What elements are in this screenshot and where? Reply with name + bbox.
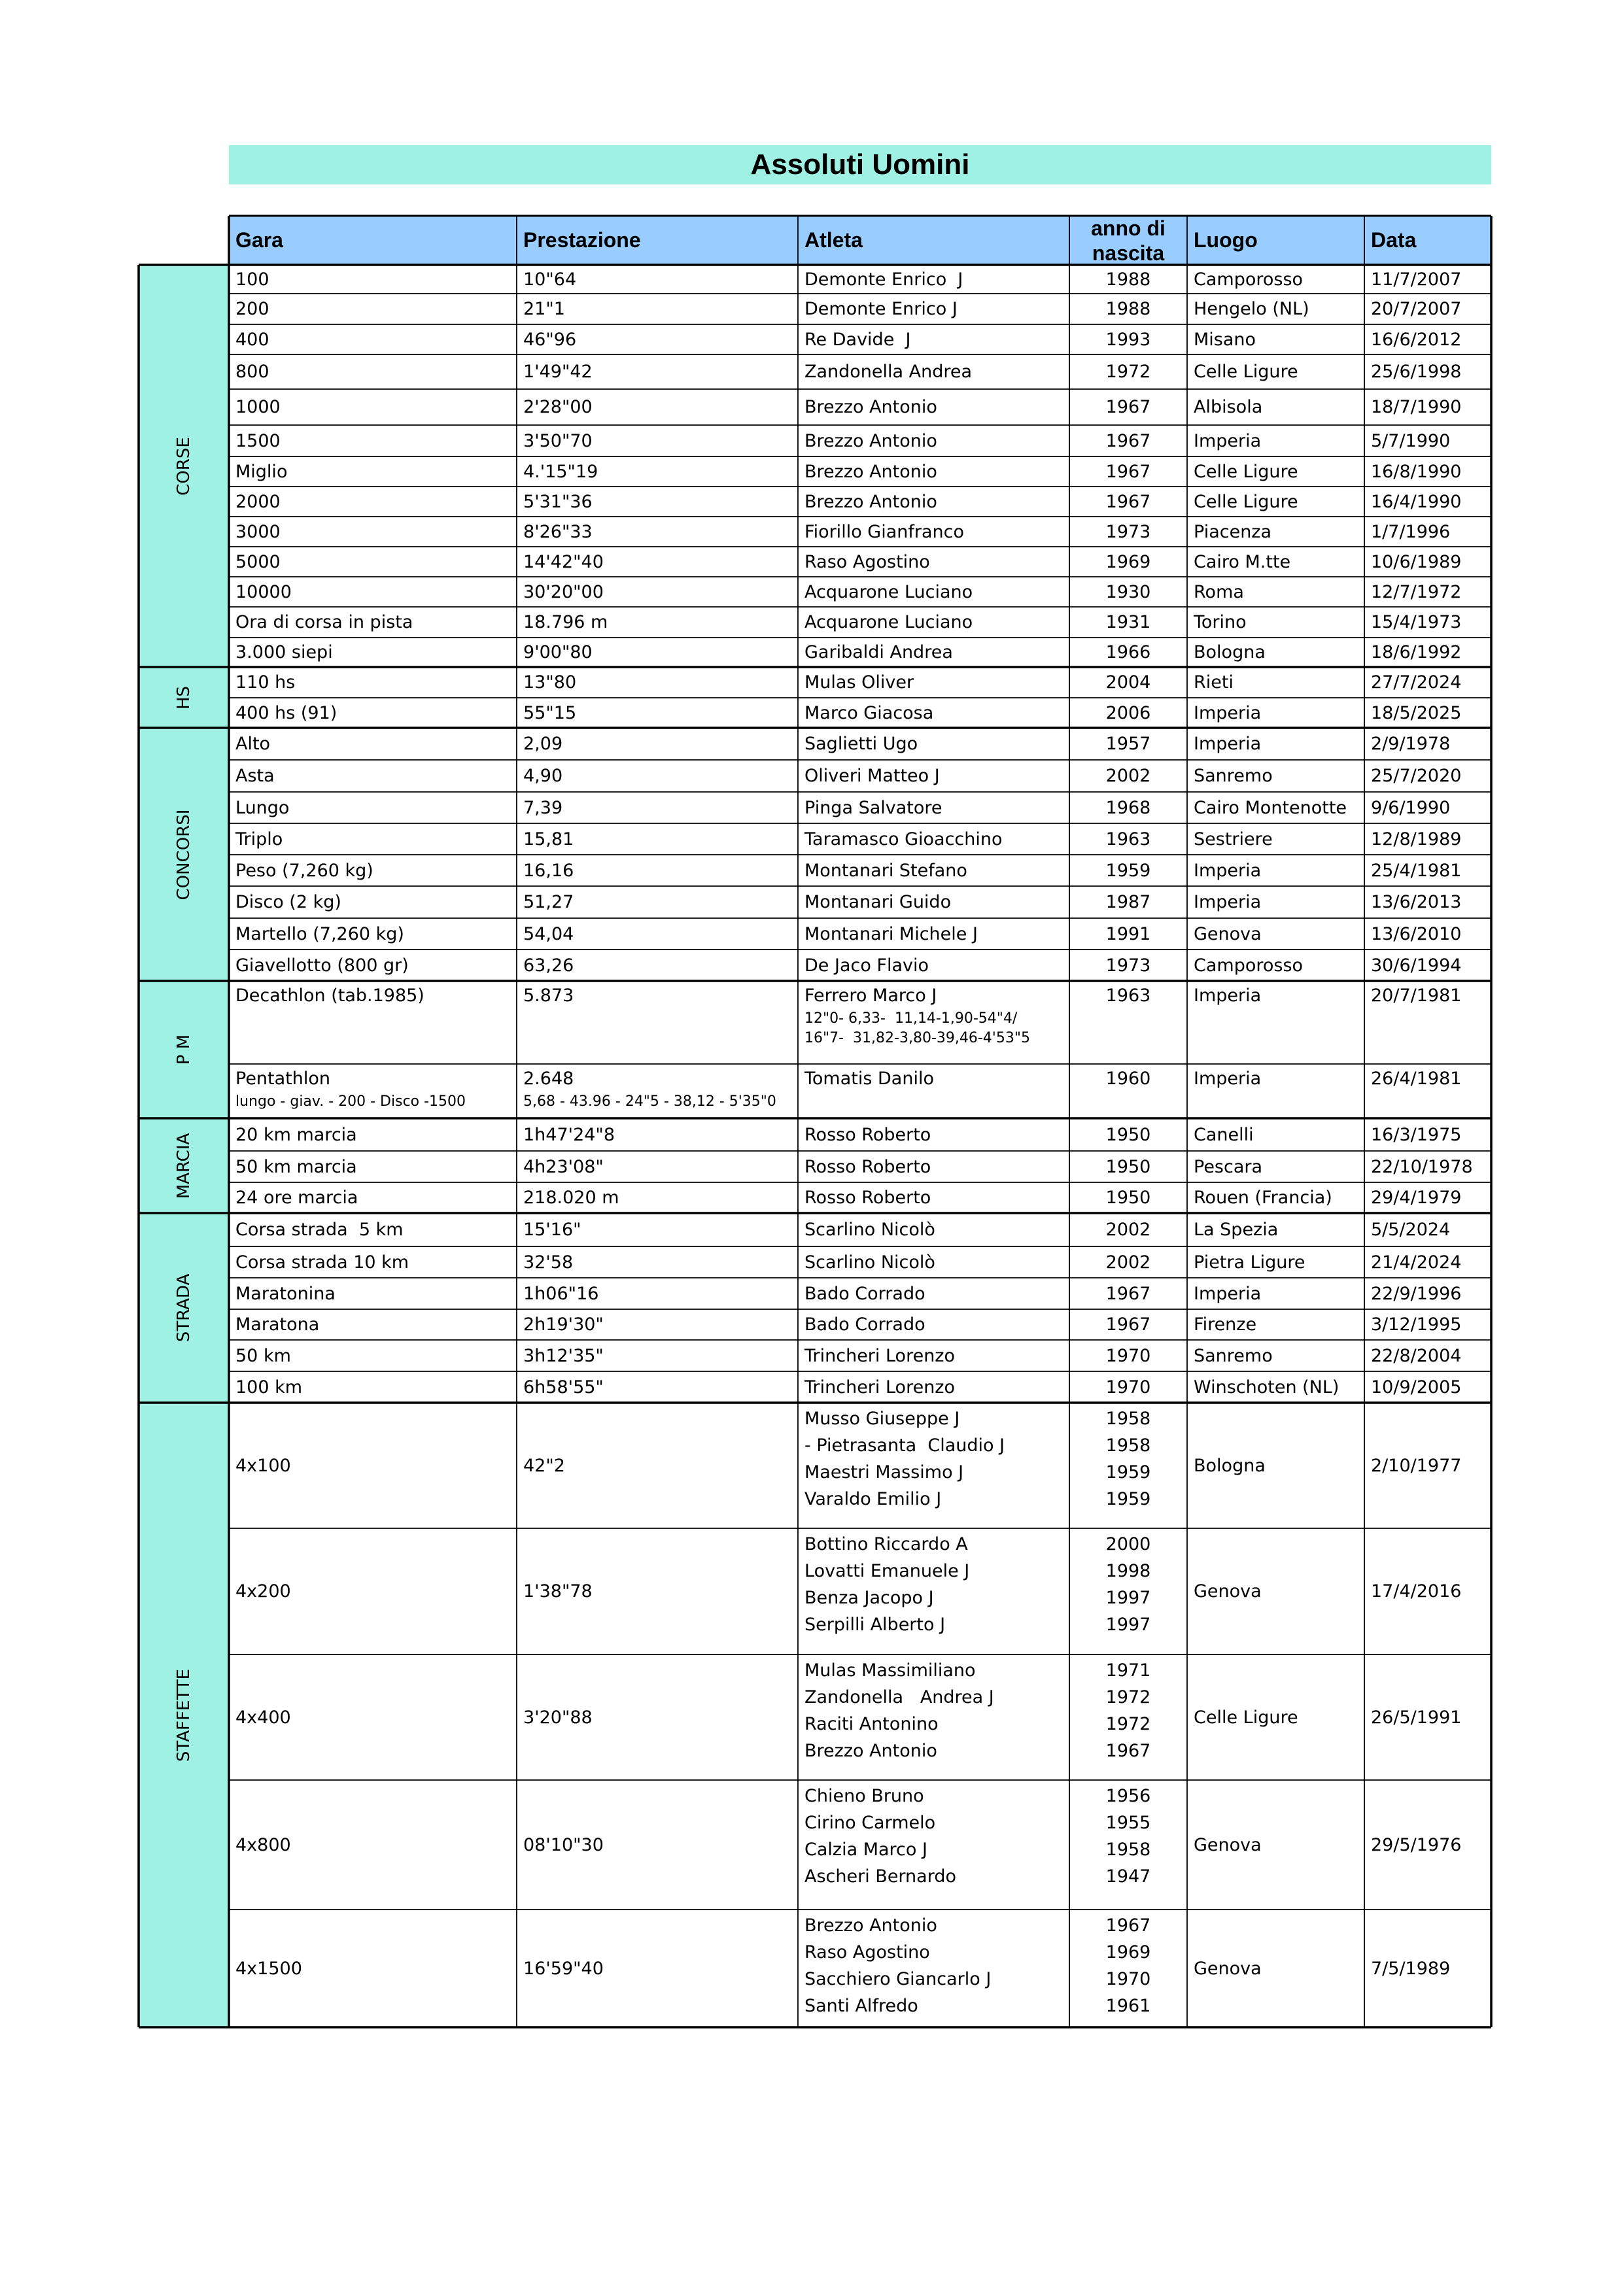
cell-anno: 1987 [1105,892,1151,912]
cell-data: 21/4/2024 [1371,1252,1462,1273]
cell-line: Mulas Massimiliano [804,1660,976,1681]
cell-atleta: Bado Corrado [804,1314,925,1335]
cell-anno: 2002 [1105,1220,1151,1240]
cell-data: 10/6/1989 [1371,551,1462,572]
cell-data: 29/4/1979 [1371,1188,1462,1208]
cell-line: Bottino Riccardo A [804,1534,968,1554]
cell-atleta: Brezzo Antonio [804,430,937,451]
category-label: STAFFETTE [174,1668,194,1762]
cell-line: Brezzo Antonio [804,1915,937,1936]
cell-atleta: Acquarone Luciano [804,581,973,602]
cell-atleta: Taramasco Gioacchino [804,829,1003,849]
cell-atleta: Re Davide J [804,329,911,350]
cell-line: Zandonella Andrea J [804,1687,994,1707]
cell-luogo: Hengelo (NL) [1194,299,1309,319]
cell-anno: 1950 [1105,1156,1151,1177]
cell-prestazione: 2h19'30" [523,1314,604,1335]
cell-gara: 200 [235,299,269,319]
category-label: HS [174,685,194,710]
cell-gara: 10000 [235,581,292,602]
cell-atleta: Acquarone Luciano [804,612,973,632]
cell-atleta: Bado Corrado [804,1283,925,1304]
cell-luogo: Celle Ligure [1194,491,1298,512]
cell-atleta: De Jaco Flavio [804,955,929,976]
cell-gara: 2000 [235,491,281,512]
cell-gara: Alto [235,734,271,754]
cell-gara: 3000 [235,521,281,542]
cell-atleta: Brezzo Antonio [804,491,937,512]
cell-line: 1956 [1105,1786,1151,1806]
cell-prestazione: 4h23'08" [523,1156,604,1177]
cell-data: 29/5/1976 [1371,1834,1462,1855]
cell-luogo: Albisola [1194,397,1263,417]
cell-data: 15/4/1973 [1371,612,1462,632]
cell-anno: 1993 [1105,329,1151,350]
cell-gara: 100 [235,269,269,290]
cell-luogo: Cairo M.tte [1194,551,1291,572]
cell-line: 1997 [1105,1588,1151,1608]
cell-anno: 2002 [1105,1252,1151,1273]
cell-line: 1961 [1105,1996,1151,2016]
cell-data: 18/5/2025 [1371,702,1462,723]
cell-gara: Martello (7,260 kg) [235,923,404,944]
cell-gara: Triplo [235,829,283,849]
cell-atleta: Zandonella Andrea [804,362,973,382]
cell-anno: 2002 [1105,766,1151,786]
cell-atleta: Fiorillo Gianfranco [804,521,965,542]
cell-anno: 1931 [1105,612,1151,632]
cell-line: 1958 [1105,1409,1151,1429]
cell-gara: Disco (2 kg) [235,892,341,912]
cell-gara: 110 hs [235,672,296,693]
header-prestazione: Prestazione [517,216,798,265]
cell-prestazione: 9'00"80 [523,642,593,662]
cell-anno: 1963 [1105,829,1151,849]
cell-line: 1947 [1105,1866,1151,1887]
cell-gara: Miglio [235,461,288,482]
cell-prestazione: 46"96 [523,329,577,350]
cell-line: 1958 [1105,1840,1151,1860]
cell-line: 1997 [1105,1615,1151,1635]
cell-luogo: Imperia [1194,430,1262,451]
cell-luogo: Winschoten (NL) [1194,1377,1339,1397]
cell-data: 27/7/2024 [1371,672,1462,693]
cell-prestazione: 3'50"70 [523,430,593,451]
cell-line: Serpilli Alberto J [804,1615,946,1635]
cell-luogo: Bologna [1194,1455,1266,1476]
cell-prestazione: 1'49"42 [523,362,593,382]
category-label: STRADA [174,1273,194,1343]
cell-data: 17/4/2016 [1371,1581,1462,1602]
cell-anno: 1968 [1105,797,1151,818]
cell-anno: 1973 [1105,521,1151,542]
header-data: Data [1364,216,1491,265]
cell-atleta: Saglietti Ugo [804,734,918,754]
cell-atleta: Raso Agostino [804,551,930,572]
cell-gara: 400 [235,329,269,350]
category-label: MARCIA [174,1133,194,1199]
cell-line: Ascheri Bernardo [804,1866,956,1887]
cell-main: Pentathlon [235,1069,331,1089]
cell-gara: 4x400 [235,1707,291,1728]
cell-luogo: Imperia [1194,702,1262,723]
cell-line: Maestri Massimo J [804,1462,964,1482]
cell-luogo: Sanremo [1194,766,1273,786]
cell-data: 5/7/1990 [1371,430,1451,451]
cell-line: 1967 [1105,1741,1151,1761]
cell-prestazione: 16,16 [523,860,574,881]
cell-gara: 24 ore marcia [235,1188,358,1208]
cell-data: 5/5/2024 [1371,1220,1451,1240]
cell-atleta: Brezzo Antonio [804,397,937,417]
cell-line: 1998 [1105,1561,1151,1581]
cell-anno: 1957 [1105,734,1151,754]
cell-prestazione: 30'20"00 [523,581,604,602]
cell-line: 1955 [1105,1813,1151,1833]
cell-atleta: Demonte Enrico J [804,269,963,290]
cell-luogo: Imperia [1194,1283,1262,1304]
cell-prestazione: 15,81 [523,829,574,849]
cell-data: 7/5/1989 [1371,1958,1451,1979]
cell-gara: Giavellotto (800 gr) [235,955,409,976]
cell-prestazione: 14'42"40 [523,551,604,572]
cell-anno: 1967 [1105,430,1151,451]
cell-main: Tomatis Danilo [804,1069,934,1089]
cell-anno: 2006 [1105,702,1151,723]
cell-line: Calzia Marco J [804,1840,927,1860]
cell-atleta: Rosso Roberto [804,1124,931,1145]
cell-luogo: Genova [1194,1834,1262,1855]
cell-data: 26/5/1991 [1371,1707,1462,1728]
cell-main: 20/7/1981 [1371,985,1462,1006]
cell-prestazione: 42"2 [523,1455,565,1476]
cell-anno: 1988 [1105,299,1151,319]
cell-line: 1971 [1105,1660,1151,1681]
cell-anno: 1970 [1105,1345,1151,1366]
cell-anno: 1930 [1105,581,1151,602]
cell-data: 2/10/1977 [1371,1455,1462,1476]
cell-anno: 1967 [1105,491,1151,512]
cell-data: 12/8/1989 [1371,829,1462,849]
cell-atleta: Oliveri Matteo J [804,766,940,786]
cell-data: 12/7/1972 [1371,581,1462,602]
cell-luogo: Imperia [1194,860,1262,881]
cell-main: Imperia [1194,985,1262,1006]
category-label: CONCORSI [174,809,194,900]
cell-main: 1963 [1105,985,1151,1006]
cell-anno: 1991 [1105,923,1151,944]
cell-line: Musso Giuseppe J [804,1409,960,1429]
cell-gara: 4x100 [235,1455,291,1476]
cell-data: 10/9/2005 [1371,1377,1462,1397]
cell-atleta: Montanari Michele J [804,923,978,944]
cell-prestazione: 13"80 [523,672,577,693]
cell-main: Decathlon (tab.1985) [235,985,424,1006]
cell-data: 16/6/2012 [1371,329,1462,350]
cell-luogo: Canelli [1194,1124,1254,1145]
cell-data: 1/7/1996 [1371,521,1451,542]
cell-prestazione: 51,27 [523,892,574,912]
cell-gara: 400 hs (91) [235,702,337,723]
cell-main: 5.873 [523,985,574,1006]
cell-luogo: Genova [1194,1581,1262,1602]
cell-prestazione: 2'28"00 [523,397,593,417]
cell-prestazione: 6h58'55" [523,1377,604,1397]
cell-anno: 1967 [1105,1283,1151,1304]
cell-data: 25/6/1998 [1371,362,1462,382]
cell-line: Chieno Bruno [804,1786,924,1806]
cell-data: 18/6/1992 [1371,642,1462,662]
cell-luogo: Firenze [1194,1314,1257,1335]
cell-gara: Ora di corsa in pista [235,612,413,632]
cell-note: 5,68 - 43.96 - 24"5 - 38,12 - 5'35"0 [523,1093,776,1110]
cell-gara: 20 km marcia [235,1124,357,1145]
cell-gara: Maratonina [235,1283,336,1304]
cell-line: Benza Jacopo J [804,1588,934,1608]
cell-line: Lovatti Emanuele J [804,1561,970,1581]
cell-luogo: Rouen (Francia) [1194,1188,1332,1208]
cell-atleta: Scarlino Nicolò [804,1220,935,1240]
cell-prestazione: 8'26"33 [523,521,593,542]
cell-line: Santi Alfredo [804,1996,918,2016]
cell-prestazione: 4.'15"19 [523,461,598,482]
cell-luogo: Torino [1194,612,1247,632]
cell-gara: 800 [235,362,269,382]
cell-prestazione: 54,04 [523,923,574,944]
cell-line: 1969 [1105,1942,1151,1962]
header-atleta: Atleta [798,216,1069,265]
cell-atleta: Rosso Roberto [804,1188,931,1208]
cell-main: Imperia [1194,1069,1262,1089]
cell-gara: 50 km [235,1345,291,1366]
category-label: P M [174,1034,194,1065]
cell-gara: 100 km [235,1377,303,1397]
cell-prestazione: 08'10"30 [523,1834,604,1855]
cell-data: 20/7/2007 [1371,299,1462,319]
cell-data: 25/4/1981 [1371,860,1462,881]
cell-line: Brezzo Antonio [804,1741,937,1761]
cell-luogo: Imperia [1194,734,1262,754]
cell-anno: 1959 [1105,860,1151,881]
cell-luogo: Piacenza [1194,521,1272,542]
cell-data: 22/9/1996 [1371,1283,1462,1304]
cell-anno: 1966 [1105,642,1151,662]
cell-line: 1959 [1105,1489,1151,1509]
cell-note: 12"0- 6,33- 11,14-1,90-54"4/ 16"7- 31,82-3,80-39,46-4'53"5 [804,1010,1030,1046]
cell-prestazione: 1h06"16 [523,1283,599,1304]
cell-gara: Lungo [235,797,290,818]
cell-anno: 1967 [1105,1314,1151,1335]
cell-luogo: Misano [1194,329,1256,350]
cell-luogo: La Spezia [1194,1220,1279,1240]
cell-anno: 1970 [1105,1377,1151,1397]
cell-prestazione: 3h12'35" [523,1345,604,1366]
cell-gara: Peso (7,260 kg) [235,860,373,881]
cell-atleta: Brezzo Antonio [804,461,937,482]
cell-anno: 1950 [1105,1124,1151,1145]
cell-data: 9/6/1990 [1371,797,1451,818]
cell-line: 1958 [1105,1435,1151,1456]
cell-prestazione: 2,09 [523,734,563,754]
cell-prestazione: 21"1 [523,299,565,319]
cell-anno: 1967 [1105,461,1151,482]
cell-data: 13/6/2010 [1371,923,1462,944]
cell-prestazione: 4,90 [523,766,563,786]
cell-anno: 1969 [1105,551,1151,572]
cell-prestazione: 3'20"88 [523,1707,593,1728]
cell-luogo: Camporosso [1194,955,1304,976]
cell-prestazione: 18.796 m [523,612,608,632]
cell-line: 1959 [1105,1462,1151,1482]
cell-luogo: Genova [1194,1958,1262,1979]
cell-atleta: Marco Giacosa [804,702,934,723]
cell-gara: 4x800 [235,1834,291,1855]
cell-line: 1967 [1105,1915,1151,1936]
cell-luogo: Roma [1194,581,1244,602]
cell-atleta: Mulas Oliver [804,672,914,693]
cell-luogo: Sanremo [1194,1345,1273,1366]
cell-prestazione: 16'59"40 [523,1958,604,1979]
cell-atleta: Trincheri Lorenzo [804,1377,956,1397]
cell-data: 18/7/1990 [1371,397,1462,417]
cell-main: 1960 [1105,1069,1151,1089]
cell-data: 22/8/2004 [1371,1345,1462,1366]
cell-anno: 2004 [1105,672,1151,693]
cell-anno: 1972 [1105,362,1151,382]
cell-line: 2000 [1105,1534,1151,1554]
cell-line: Varaldo Emilio J [804,1489,942,1509]
cell-prestazione: 5'31"36 [523,491,593,512]
cell-line: Raso Agostino [804,1942,930,1962]
cell-luogo: Celle Ligure [1194,461,1298,482]
cell-line: Sacchiero Giancarlo J [804,1969,992,1989]
cell-anno: 1950 [1105,1188,1151,1208]
cell-note: lungo - giav. - 200 - Disco -1500 [235,1093,466,1110]
cell-data: 11/7/2007 [1371,269,1462,290]
cell-prestazione: 55"15 [523,702,577,723]
cell-data: 22/10/1978 [1371,1156,1473,1177]
cell-prestazione: 1h47'24"8 [523,1124,615,1145]
cell-atleta: Pinga Salvatore [804,797,942,818]
cell-anno: 1973 [1105,955,1151,976]
cell-gara: 4x1500 [235,1958,302,1979]
cell-luogo: Imperia [1194,892,1262,912]
cell-luogo: Celle Ligure [1194,1707,1298,1728]
cell-prestazione: 32'58 [523,1252,574,1273]
cell-gara: 50 km marcia [235,1156,357,1177]
cell-atleta: Montanari Guido [804,892,952,912]
cell-prestazione: 7,39 [523,797,563,818]
cell-luogo: Sestriere [1194,829,1273,849]
cell-gara: 5000 [235,551,281,572]
cell-atleta: Scarlino Nicolò [804,1252,935,1273]
cell-prestazione: 1'38"78 [523,1581,593,1602]
cell-prestazione: 63,26 [523,955,574,976]
cell-luogo: Bologna [1194,642,1266,662]
cell-atleta: Demonte Enrico J [804,299,958,319]
cell-line: Raciti Antonino [804,1714,939,1734]
cell-line: 1972 [1105,1687,1151,1707]
cell-atleta: Garibaldi Andrea [804,642,953,662]
cell-line: Cirino Carmelo [804,1813,936,1833]
cell-luogo: Genova [1194,923,1262,944]
header-anno: anno di nascita [1069,216,1187,265]
cell-data: 13/6/2013 [1371,892,1462,912]
cell-anno: 1988 [1105,269,1151,290]
cell-data: 16/3/1975 [1371,1124,1462,1145]
cell-prestazione: 15'16" [523,1220,581,1240]
cell-atleta: Montanari Stefano [804,860,967,881]
cell-gara: 3.000 siepi [235,642,333,662]
cell-luogo: Pietra Ligure [1194,1252,1305,1273]
cell-main: 2.648 [523,1069,574,1089]
cell-main: Ferrero Marco J [804,985,937,1006]
cell-anno: 1967 [1105,397,1151,417]
header-luogo: Luogo [1187,216,1364,265]
cell-luogo: Camporosso [1194,269,1304,290]
cell-atleta: Rosso Roberto [804,1156,931,1177]
category-label: CORSE [174,436,194,496]
header-gara: Gara [229,216,517,265]
cell-gara: Maratona [235,1314,320,1335]
cell-gara: 4x200 [235,1581,291,1602]
cell-data: 2/9/1978 [1371,734,1451,754]
cell-line: 1972 [1105,1714,1151,1734]
cell-luogo: Celle Ligure [1194,362,1298,382]
cell-data: 25/7/2020 [1371,766,1462,786]
page-title: Assoluti Uomini [229,145,1491,184]
cell-data: 16/4/1990 [1371,491,1462,512]
cell-main: 26/4/1981 [1371,1069,1462,1089]
cell-gara: Asta [235,766,275,786]
cell-prestazione: 218.020 m [523,1188,619,1208]
cell-line: - Pietrasanta Claudio J [804,1435,1005,1456]
cell-gara: Corsa strada 10 km [235,1252,409,1273]
cell-line: 1970 [1105,1969,1151,1989]
cell-luogo: Rieti [1194,672,1234,693]
cell-data: 3/12/1995 [1371,1314,1462,1335]
cell-gara: 1500 [235,430,281,451]
cell-luogo: Cairo Montenotte [1194,797,1347,818]
cell-atleta: Trincheri Lorenzo [804,1345,956,1366]
cell-prestazione: 10"64 [523,269,577,290]
cell-data: 16/8/1990 [1371,461,1462,482]
cell-data: 30/6/1994 [1371,955,1462,976]
cell-luogo: Pescara [1194,1156,1263,1177]
cell-gara: 1000 [235,397,281,417]
cell-gara: Corsa strada 5 km [235,1220,404,1240]
